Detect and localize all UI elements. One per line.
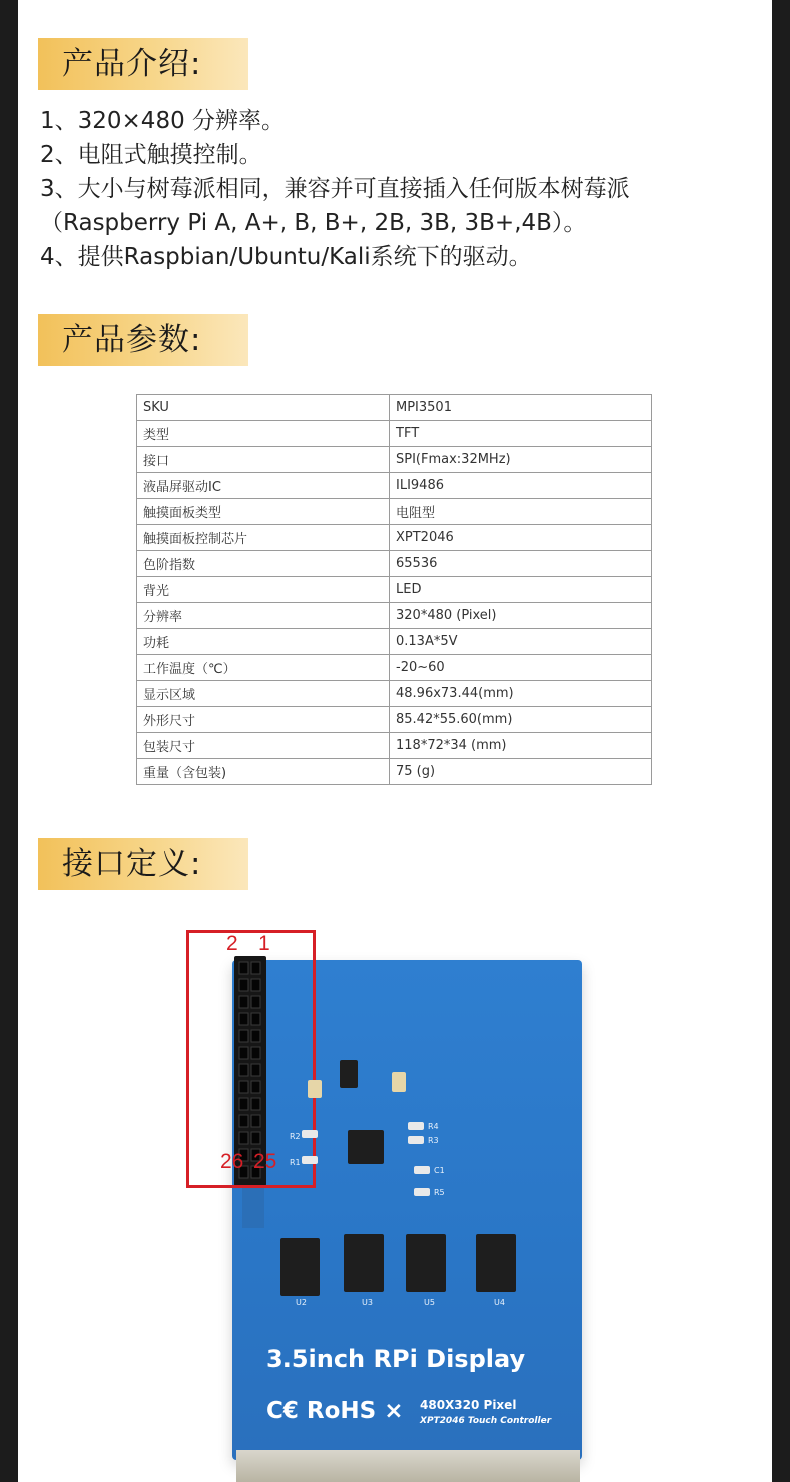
intro-item: 4、提供Raspbian/Ubuntu/Kali系统下的驱动。 [40,244,532,270]
capacitor [308,1080,322,1098]
spec-row [137,707,652,733]
resistor [414,1166,430,1174]
spec-value: TFT [390,421,652,447]
touch-controller-chip [348,1130,384,1164]
silk-u3: U3 [362,1298,373,1307]
spec-value: MPI3501 [390,395,652,421]
resistor [414,1188,430,1196]
spec-key: 背光 [137,577,390,603]
board-pixel-label: 480X320 Pixel [420,1398,517,1412]
pin-label-25: 25 [253,1150,277,1173]
silk-u4: U4 [494,1298,505,1307]
resistor [408,1122,424,1130]
spec-value: 75 (g) [390,759,652,785]
spec-value: 电阻型 [390,499,652,525]
spec-key: 分辨率 [137,603,390,629]
resistor [302,1130,318,1138]
spec-value: 48.96x73.44(mm) [390,681,652,707]
spec-row [137,499,652,525]
spec-key: 功耗 [137,629,390,655]
capacitor [392,1072,406,1092]
spec-value: -20~60 [390,655,652,681]
spec-row [137,473,652,499]
intro-item: 3、大小与树莓派相同，兼容并可直接插入任何版本树莓派 [40,176,630,202]
header-foot [242,1186,264,1228]
regulator-chip [340,1060,358,1088]
resistor [408,1136,424,1144]
spec-key: 触摸面板类型 [137,499,390,525]
spec-key: 工作温度（℃） [137,655,390,681]
silk-u5: U5 [424,1298,435,1307]
silk-u2: U2 [296,1298,307,1307]
intro-item: 1、320×480 分辨率。 [40,108,285,134]
board-touch-label: XPT2046 Touch Controller [420,1416,552,1426]
silk-r3: R3 [428,1136,439,1145]
product-photo [18,920,772,1482]
spec-table [136,394,652,785]
params-section-title: 产品参数: [38,314,248,366]
spec-row [137,395,652,421]
spec-row [137,655,652,681]
board-title: 3.5inch RPi Display [266,1345,526,1373]
silk-r4: R4 [428,1122,439,1131]
spec-row [137,603,652,629]
silk-r2: R2 [290,1132,301,1141]
spec-key: 色阶指数 [137,551,390,577]
pin-section-title: 接口定义: [38,838,248,890]
spec-key: 触摸面板控制芯片 [137,525,390,551]
spec-value: XPT2046 [390,525,652,551]
spec-row [137,525,652,551]
shift-register-chip [406,1234,446,1292]
shift-register-chip [344,1234,384,1292]
spec-row [137,577,652,603]
spec-key: 类型 [137,421,390,447]
shift-register-chip [476,1234,516,1292]
spec-key: 外形尺寸 [137,707,390,733]
spec-key: 重量（含包装) [137,759,390,785]
pin-label-26: 26 [220,1150,244,1173]
spec-key: SKU [137,395,390,421]
spec-row [137,759,652,785]
spec-key: 包装尺寸 [137,733,390,759]
spec-value: 320*480 (Pixel) [390,603,652,629]
display-edge [236,1450,580,1482]
spec-row [137,681,652,707]
spec-value: 65536 [390,551,652,577]
intro-section-title: 产品介绍: [38,38,248,90]
intro-item: （Raspberry Pi A, A+, B, B+, 2B, 3B, 3B+,4B）。 [40,210,587,236]
intro-list [40,104,760,274]
spec-value: SPI(Fmax:32MHz) [390,447,652,473]
pin-highlight-frame [186,930,316,1188]
certification-logos: C€ RoHS ⨯ [266,1398,404,1424]
spec-row [137,421,652,447]
shift-register-chip [280,1238,320,1296]
pin-label-1: 1 [258,932,270,955]
spec-row [137,629,652,655]
spec-value: 0.13A*5V [390,629,652,655]
intro-item: 2、电阻式触摸控制。 [40,142,262,168]
spec-value: 85.42*55.60(mm) [390,707,652,733]
pin-label-2: 2 [226,932,238,955]
spec-row [137,447,652,473]
spec-value: LED [390,577,652,603]
spec-value: 118*72*34 (mm) [390,733,652,759]
silk-c1: C1 [434,1166,445,1175]
spec-key: 接口 [137,447,390,473]
spec-row [137,551,652,577]
spec-row [137,733,652,759]
product-page [18,0,772,1482]
silk-r5: R5 [434,1188,445,1197]
spec-key: 显示区域 [137,681,390,707]
spec-value: ILI9486 [390,473,652,499]
silk-r1: R1 [290,1158,301,1167]
spec-key: 液晶屏驱动IC [137,473,390,499]
resistor [302,1156,318,1164]
